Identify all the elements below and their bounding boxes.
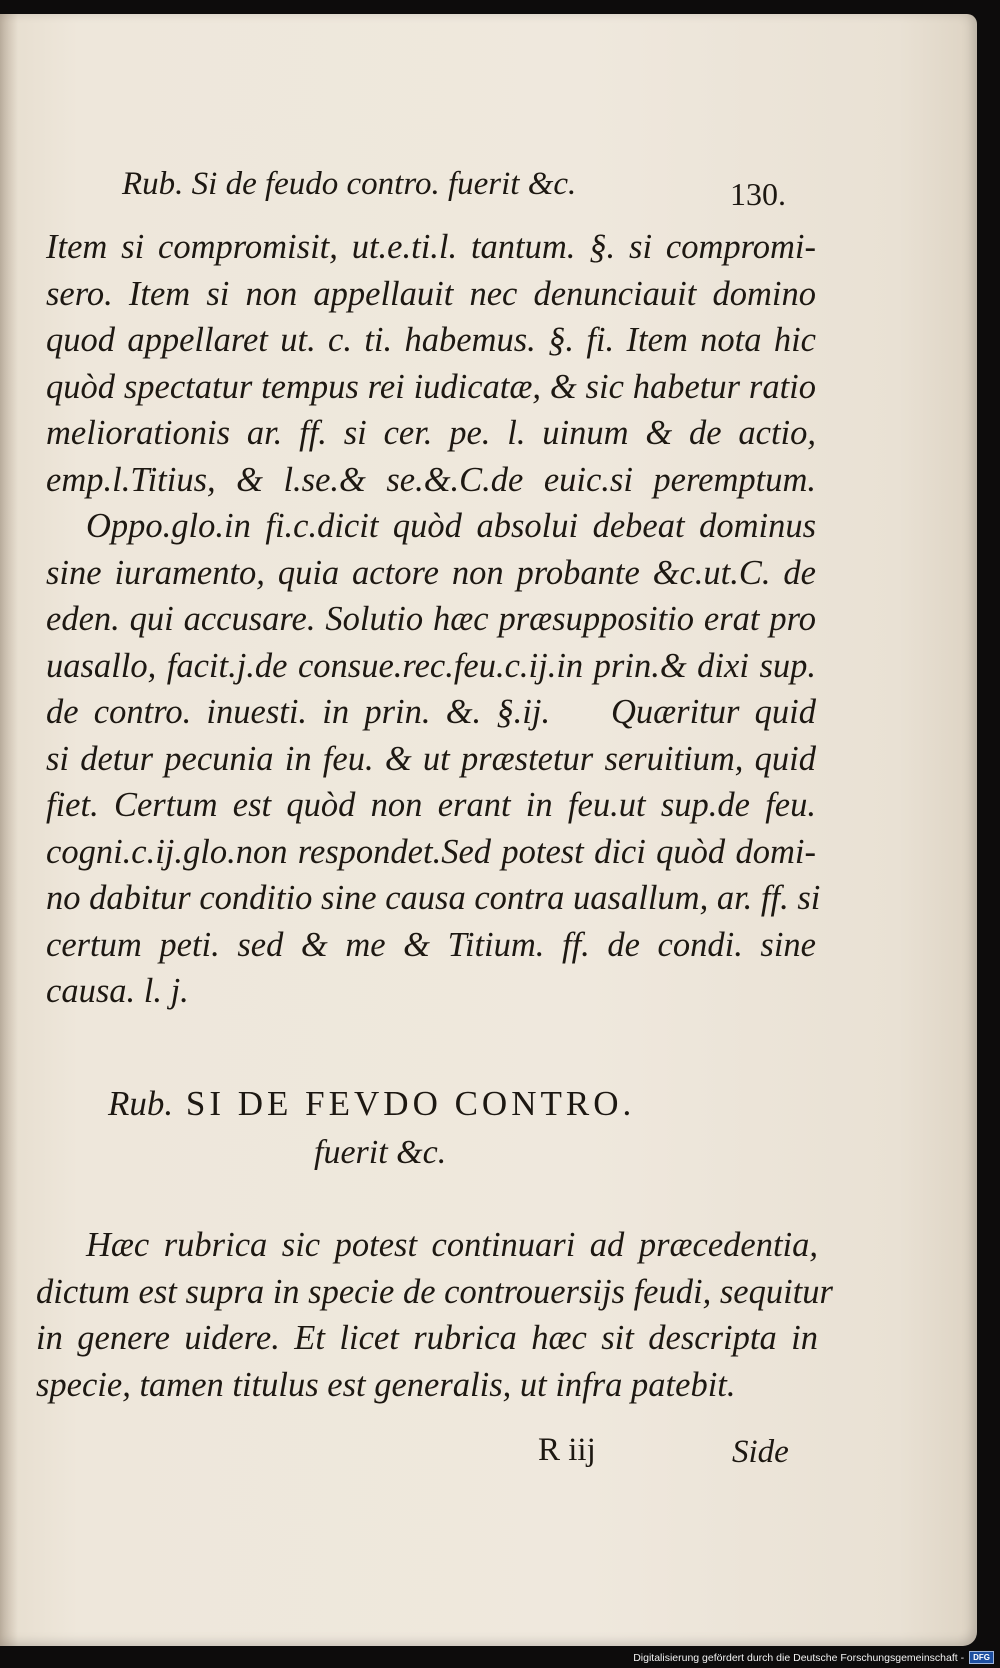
text-line: quòd spectatur tempus rei iudicatæ, & sic habetur ratio — [46, 367, 816, 406]
heading-rub: Rub. — [108, 1084, 174, 1123]
page-gutter-shadow — [0, 14, 18, 1646]
text-line: no dabitur conditio sine causa contra uasallum, ar. ff. si — [46, 879, 821, 917]
text-line: in genere uidere. Et licet rubrica hæc sit descripta in — [36, 1319, 818, 1357]
text-line: uasallo, facit.j.de consue.rec.feu.c.ij.in prin.& dixi sup. — [46, 646, 816, 685]
text-line: si detur pecunia in feu. & ut præstetur seruitium, quid — [46, 739, 816, 778]
text-line: eden. qui accusare. Solutio hæc præsuppositio erat pro — [46, 600, 816, 638]
text-line: Item si compromisit, ut.e.ti.l. tantum. §. si compromi- — [46, 228, 816, 266]
text-line: certum peti. sed & me & Titium. ff. de condi. sine — [46, 925, 816, 964]
text-line: Hæc rubrica sic potest continuari ad præcedentia, — [86, 1226, 818, 1264]
text-line: sero. Item si non appellauit nec denunciauit domino — [46, 274, 816, 313]
text-line: fiet. Certum est quòd non erant in feu.ut sup.de feu. — [46, 786, 816, 824]
text-line: de contro. inuesti. in prin. &. §.ij. Quæritur quid — [46, 693, 816, 731]
text-line: sine iuramento, quia actore non probante &c.ut.C. de — [46, 553, 816, 592]
digitization-footer — [633, 1651, 994, 1664]
catchword: Side — [732, 1434, 789, 1470]
text-line: quod appellaret ut. c. ti. habemus. §. fi. Item nota hic — [46, 321, 816, 359]
dfg-logo-icon: DFG — [969, 1651, 994, 1664]
signature-mark: R iij — [538, 1432, 596, 1468]
folio-number: 130. — [730, 176, 786, 212]
paragraph-1 — [46, 224, 821, 1015]
text-line: cogni.c.ij.glo.non respondet.Sed potest dici quòd domi- — [46, 832, 816, 871]
text-line: dictum est supra in specie de controuersijs feudi, sequitur — [36, 1272, 833, 1311]
footer-credit: Digitalisierung gefördert durch die Deutsche Forschungsgemeinschaft - — [633, 1651, 965, 1664]
text-line: specie, tamen titulus est generalis, ut infra patebit. — [36, 1365, 736, 1404]
section-heading — [108, 1084, 808, 1124]
text-line: Oppo.glo.in fi.c.dicit quòd absolui debeat dominus — [86, 507, 816, 545]
text-line: causa. l. j. — [46, 972, 189, 1010]
text-line: emp.l.Titius, & l.se.& se.&.C.de euic.si peremptum. — [46, 460, 816, 499]
text-line: meliorationis ar. ff. si cer. pe. l. uinum & de actio, — [46, 414, 816, 452]
running-head: Rub. Si de feudo contro. fuerit &c. — [122, 166, 577, 202]
book-page — [0, 14, 977, 1646]
section-subheading: fuerit &c. — [314, 1134, 447, 1171]
paragraph-2 — [36, 1222, 833, 1408]
heading-title: SI DE FEVDO CONTRO. — [185, 1084, 636, 1123]
